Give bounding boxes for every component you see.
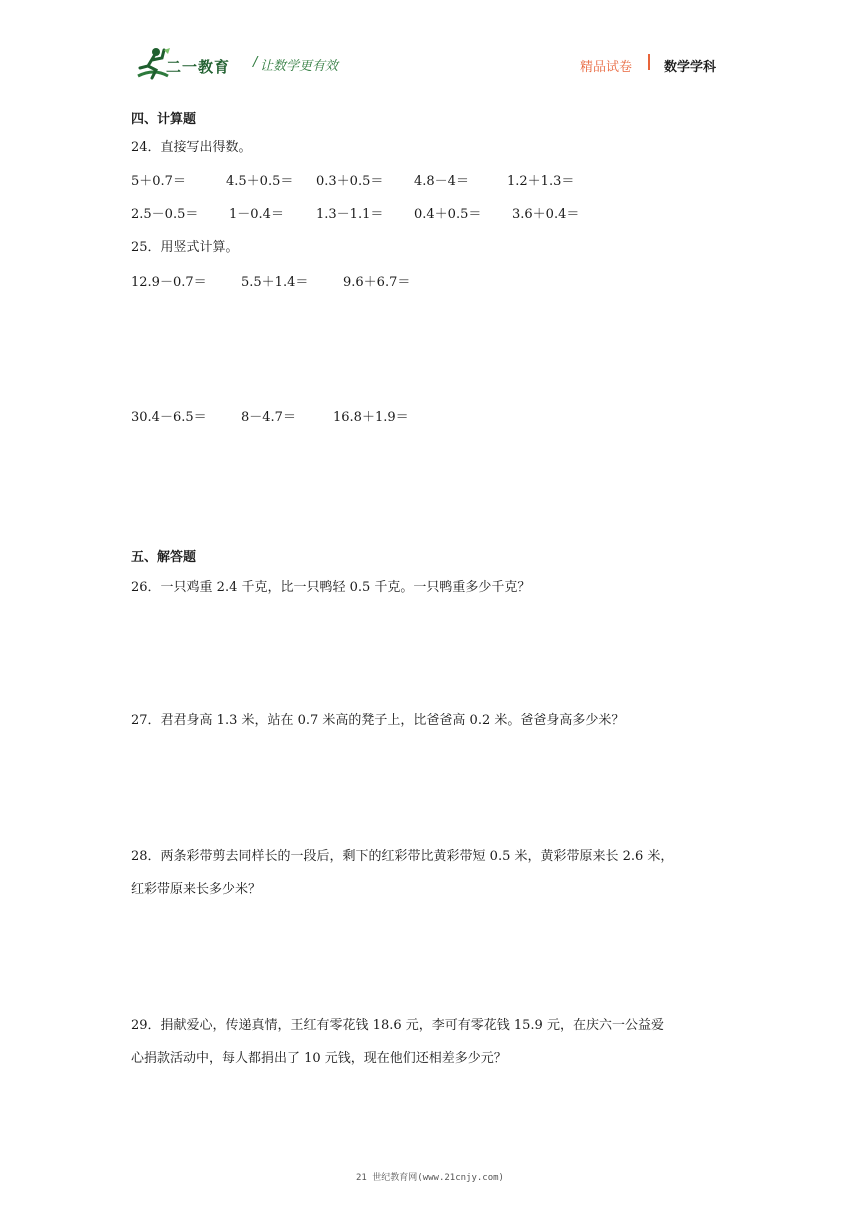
logo-text: 二一教育 (166, 58, 231, 76)
expression: 1.2＋1.3＝ (507, 174, 575, 189)
expression: 9.6＋6.7＝ (343, 275, 411, 290)
section-title-calculation: 四、计算题 (131, 112, 197, 127)
expression: 4.8－4＝ (414, 174, 469, 189)
expression: 3.6＋0.4＝ (512, 207, 580, 222)
section-title-word-problems: 五、解答题 (131, 550, 197, 565)
expression: 1.3－1.1＝ (316, 207, 384, 222)
question-27: 27．君君身高 1.3 米，站在 0.7 米高的凳子上，比爸爸高 0.2 米。爸爸身高多少米？ (131, 713, 625, 728)
expression: 8－4.7＝ (241, 410, 296, 425)
brand-label-premium: 精品试卷 (580, 60, 633, 75)
expression: 16.8＋1.9＝ (333, 410, 409, 425)
page-header (0, 0, 860, 100)
header-divider: / (253, 55, 258, 70)
question-29-line-2: 心捐款活动中，每人都捐出了 10 元钱，现在他们还相差多少元？ (131, 1051, 507, 1066)
brand-label-subject: 数学学科 (664, 60, 717, 75)
expression: 2.5－0.5＝ (131, 207, 199, 222)
expression: 4.5＋0.5＝ (226, 174, 294, 189)
page-footer: 21 世纪教育网(www.21cnjy.com) (356, 1173, 504, 1183)
expression: 1－0.4＝ (229, 207, 284, 222)
expression: 5.5＋1.4＝ (241, 275, 309, 290)
expression: 0.3＋0.5＝ (316, 174, 384, 189)
question-26: 26．一只鸡重 2.4 千克，比一只鸭轻 0.5 千克。一只鸭重多少千克？ (131, 580, 531, 595)
header-slogan: 让数学更有效 (260, 59, 339, 74)
question-28-line-2: 红彩带原来长多少米？ (131, 882, 262, 897)
expression: 5＋0.7＝ (131, 174, 186, 189)
brand-separator (648, 54, 650, 70)
question-24-label: 24．直接写出得数。 (131, 140, 252, 155)
expression: 12.9－0.7＝ (131, 275, 207, 290)
expression: 0.4＋0.5＝ (414, 207, 482, 222)
question-28-line-1: 28．两条彩带剪去同样长的一段后，剩下的红彩带比黄彩带短 0.5 米，黄彩带原来长 2.6 米， (131, 849, 674, 864)
expression: 30.4－6.5＝ (131, 410, 207, 425)
question-25-label: 25．用竖式计算。 (131, 240, 239, 255)
question-29-line-1: 29．捐献爱心，传递真情，王红有零花钱 18.6 元，李可有零花钱 15.9 元，在庆六一公益爱 (131, 1018, 664, 1033)
